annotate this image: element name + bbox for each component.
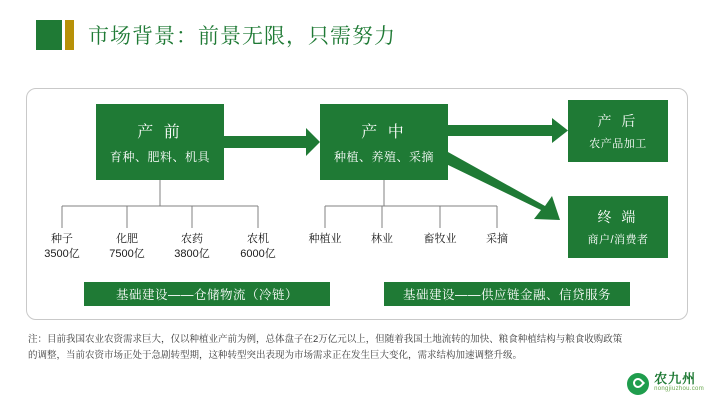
leaf-pre-1-name: 化肥 (116, 233, 138, 245)
node-pre-title: 产 前 (137, 124, 183, 141)
brand-logo-text (654, 373, 704, 395)
infrastructure-bar-left[interactable]: 基础建设——仓储物流（冷链） (84, 282, 330, 306)
node-terminal-title: 终 端 (597, 209, 639, 225)
leaf-mid-0: 种植业 (308, 233, 342, 245)
node-terminal-subtitle: 商户/消费者 (587, 234, 649, 246)
leaf-pre-2-value: 3800亿 (174, 248, 210, 260)
node-production-pre[interactable] (96, 104, 224, 180)
leaf-pre-3-value: 6000亿 (240, 248, 276, 260)
node-post-title: 产 后 (597, 113, 639, 129)
node-terminal[interactable] (568, 196, 668, 258)
leaf-pre-1-value: 7500亿 (109, 248, 145, 260)
brand-name-en: nongjiuzhou.com (654, 386, 704, 392)
leaf-mid-2: 畜牧业 (423, 233, 457, 245)
slide-title-row (36, 18, 396, 52)
leaf-logo-icon (627, 373, 649, 395)
footnote: 注：目前我国农业农资需求巨大，仅以种植业产前为例，总体盘子在2万亿元以上，但随着我国土地流转的加快、粮食种植结构与粮食收购政策的调整，当前农资市场正处于急剧转型期，这种转型突出表现为市场需求正在发生巨大变化，需求结构加速调整升级。 (28, 334, 623, 361)
leaf-mid-1: 林业 (371, 233, 393, 245)
infrastructure-bar-right[interactable]: 基础建设——供应链金融、信贷服务 (384, 282, 630, 306)
page-title: 市场背景：前景无限，只需努力 (88, 25, 396, 48)
node-pre-subtitle: 育种、肥料、机具 (109, 150, 210, 164)
leaf-pre-2-name: 农药 (181, 233, 203, 245)
leaf-pre-2 (160, 232, 224, 262)
leaf-pre-0 (30, 232, 94, 262)
node-mid-title: 产 中 (361, 124, 407, 141)
node-production-mid[interactable] (320, 104, 448, 180)
leaf-mid-3: 采摘 (486, 233, 508, 245)
node-post-subtitle: 农产品加工 (589, 138, 647, 150)
node-production-post[interactable] (568, 100, 668, 162)
leaf-pre-3 (226, 232, 290, 262)
node-mid-subtitle: 种植、养殖、采摘 (333, 150, 434, 164)
leaf-pre-0-name: 种子 (51, 233, 73, 245)
leaf-pre-1 (95, 232, 159, 262)
brand-name-cn: 农九州 (654, 371, 697, 386)
leaf-pre-0-value: 3500亿 (44, 248, 80, 260)
leaf-pre-3-name: 农机 (247, 233, 269, 245)
title-accent-green (36, 20, 62, 50)
title-accent-gold (65, 20, 74, 50)
brand-logo (627, 373, 704, 395)
